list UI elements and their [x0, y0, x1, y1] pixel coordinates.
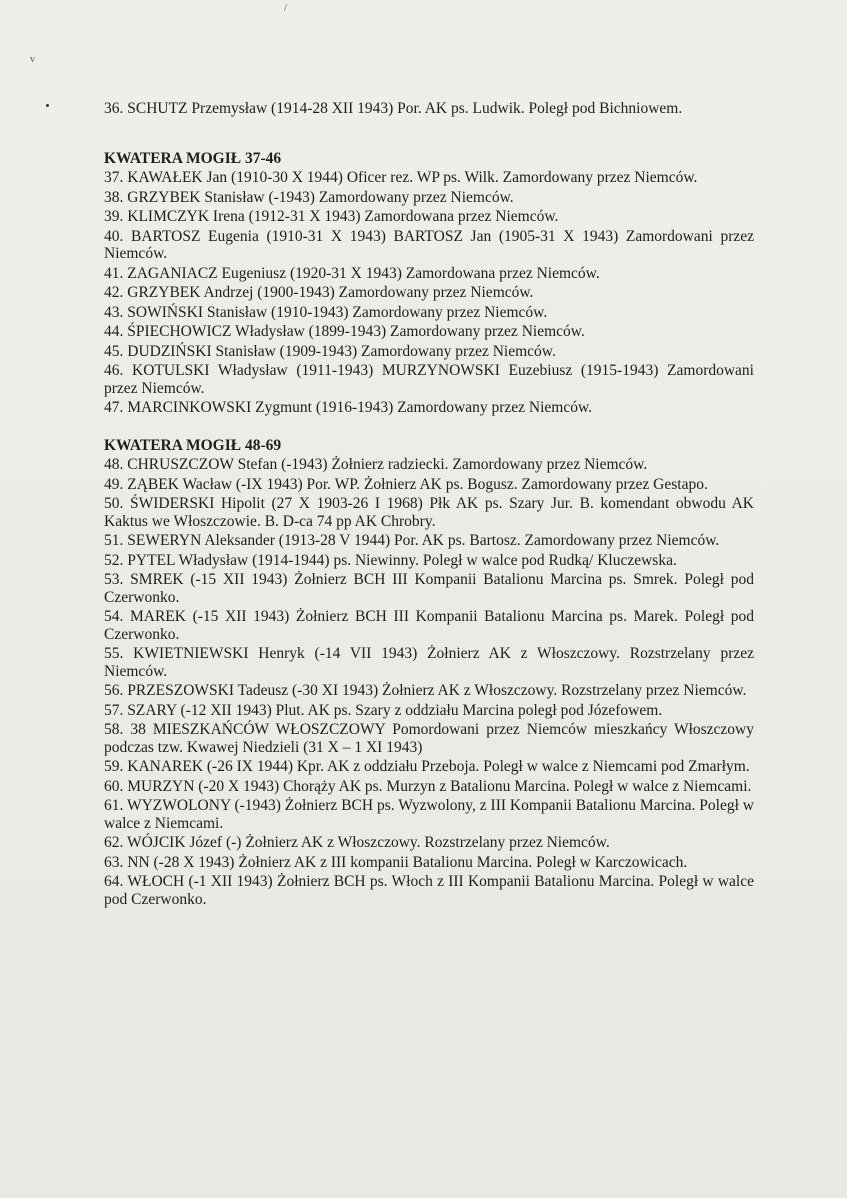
section-48-69 [104, 437, 754, 909]
grave-entry: 49. ZĄBEK Wacław (-IX 1943) Por. WP. Żołnierz AK ps. Bogusz. Zamordowany przez Gestapo. [104, 475, 708, 493]
grave-entry: 37. KAWAŁEK Jan (1910-30 X 1944) Oficer rez. WP ps. Wilk. Zamordowany przez Niemców. [104, 169, 698, 186]
grave-entry: 54. MAREK (-15 XII 1943) Żołnierz BCH III Kompanii Batalionu Marcina ps. Marek. Poległ pod Czerwonko. [104, 608, 754, 643]
grave-entry: 59. KANAREK (-26 IX 1944) Kpr. AK z oddziału Przeboja. Poległ w walce z Niemcami pod Zmarłym. [104, 758, 750, 775]
grave-entry: 38. GRZYBEK Stanisław (-1943) Zamordowany przez Niemców. [104, 188, 514, 206]
grave-entry: 61. WYZWOLONY (-1943) Żołnierz BCH ps. Wyzwolony, z III Kompanii Batalionu Marcina. Poległ w walce z Niemcami. [104, 797, 754, 832]
bullet-dot [46, 104, 49, 107]
grave-entry: 40. BARTOSZ Eugenia (1910-31 X 1943) BARTOSZ Jan (1905-31 X 1943) Zamordowani przez Niemców. [104, 227, 754, 262]
grave-entry: 46. KOTULSKI Władysław (1911-1943) MURZYNOWSKI Euzebiusz (1915-1943) Zamordowani przez Niemców. [104, 362, 754, 397]
grave-entry: 50. ŚWIDERSKI Hipolit (27 X 1903-26 I 1968) Płk AK ps. Szary Jur. B. komendant obwodu AK Kaktus we Włoszczowie. B. D-ca 74 pp AK Chrobry. [104, 495, 754, 530]
scan-mark-left: v [30, 54, 35, 65]
grave-entry: 41. ZAGANIACZ Eugeniusz (1920-31 X 1943) Zamordowana przez Niemców. [104, 264, 600, 282]
section-heading: KWATERA MOGIŁ 37-46 [104, 149, 282, 167]
intro-entry: 36. SCHUTZ Przemysław (1914-28 XII 1943) Por. AK ps. Ludwik. Poległ pod Bichniowem. [104, 100, 683, 117]
grave-entry: 39. KLIMCZYK Irena (1912-31 X 1943) Zamordowana przez Niemców. [104, 208, 559, 225]
section-heading: KWATERA MOGIŁ 48-69 [104, 436, 282, 454]
grave-entry: 55. KWIETNIEWSKI Henryk (-14 VII 1943) Żołnierz AK z Włoszczowy. Rozstrzelany przez Niemców. [104, 645, 754, 680]
grave-entry: 58. 38 MIESZKAŃCÓW WŁOSZCZOWY Pomordowani przez Niemców mieszkańcy Włoszczowy podczas tzw. Kwawej Niedzieli (31 X – 1 XI 1943) [104, 721, 754, 756]
section-spacer [104, 419, 754, 437]
section-37-46 [104, 150, 754, 417]
grave-entry: 42. GRZYBEK Andrzej (1900-1943) Zamordowany przez Niemców. [104, 284, 534, 301]
grave-entry: 53. SMREK (-15 XII 1943) Żołnierz BCH III Kompanii Batalionu Marcina ps. Smrek. Poległ pod Czerwonko. [104, 571, 754, 606]
grave-entry: 52. PYTEL Władysław (1914-1944) ps. Niewinny. Poległ w walce pod Rudką/ Kluczewska. [104, 551, 677, 569]
grave-entry: 56. PRZESZOWSKI Tadeusz (-30 XI 1943) Żołnierz AK z Włoszczowy. Rozstrzelany przez Niemców. [104, 682, 747, 699]
grave-entry: 47. MARCINKOWSKI Zygmunt (1916-1943) Zamordowany przez Niemców. [104, 399, 593, 416]
grave-entry: 57. SZARY (-12 XII 1943) Plut. AK ps. Szary z oddziału Marcina poległ pod Józefowem. [104, 701, 663, 719]
grave-entry: 44. ŚPIECHOWICZ Władysław (1899-1943) Zamordowany przez Niemców. [104, 323, 585, 340]
grave-entry: 64. WŁOCH (-1 XII 1943) Żołnierz BCH ps. Włoch z III Kompanii Batalionu Marcina. Poległ w walce pod Czerwonko. [104, 873, 754, 908]
grave-entry: 60. MURZYN (-20 X 1943) Chorąży AK ps. Murzyn z Batalionu Marcina. Poległ w walce z Niemcami. [104, 777, 752, 795]
grave-entry: 48. CHRUSZCZOW Stefan (-1943) Żołnierz radziecki. Zamordowany przez Niemców. [104, 456, 648, 473]
scan-mark-top: / [284, 2, 288, 14]
grave-entry: 45. DUDZIŃSKI Stanisław (1909-1943) Zamordowany przez Niemców. [104, 342, 556, 360]
document-body [104, 100, 754, 910]
grave-entry: 62. WÓJCIK Józef (-) Żołnierz AK z Włoszczowy. Rozstrzelany przez Niemców. [104, 834, 610, 851]
grave-entry: 43. SOWIŃSKI Stanisław (1910-1943) Zamordowany przez Niemców. [104, 303, 548, 321]
grave-entry: 63. NN (-28 X 1943) Żołnierz AK z III kompanii Batalionu Marcina. Poległ w Karczowicach. [104, 853, 688, 871]
grave-entry: 51. SEWERYN Aleksander (1913-28 V 1944) Por. AK ps. Bartosz. Zamordowany przez Niemców. [104, 532, 720, 549]
